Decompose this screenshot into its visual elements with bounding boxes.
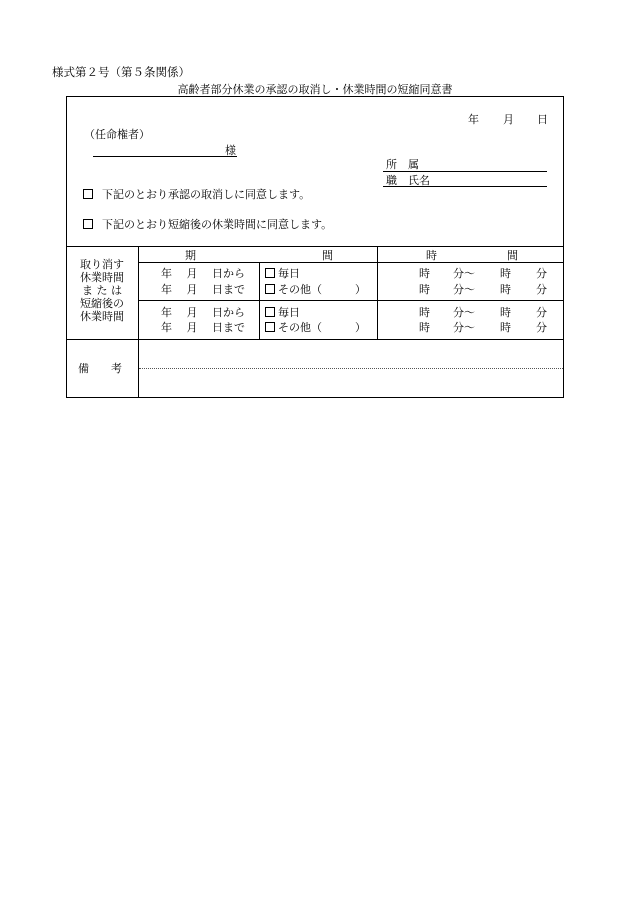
row1-time2-m2: 分 [536, 283, 547, 296]
position-name-underline [383, 186, 547, 187]
table-header-border [138, 262, 564, 263]
date-day: 日 [537, 113, 548, 126]
row2-time1-h1: 時 [419, 306, 430, 319]
checkbox-icon[interactable] [265, 268, 275, 278]
date-month: 月 [503, 113, 514, 126]
appointer-underline [93, 156, 237, 157]
consent-option-cancel[interactable] [83, 189, 310, 200]
row2-other-option[interactable] [265, 322, 366, 333]
row2-date-from: 年 月 日から [161, 306, 245, 319]
row2-time2-m1: 分～ [453, 321, 475, 334]
row2-other-label: その他（ ） [278, 321, 366, 334]
row2-time2-m2: 分 [536, 321, 547, 334]
row-label-line: 短縮後の [80, 297, 124, 310]
row1-date-from: 年 月 日から [161, 267, 245, 280]
checkbox-icon[interactable] [83, 189, 93, 199]
document-title: 高齢者部分休業の承認の取消し・休業時間の短縮同意書 [177, 83, 453, 96]
row2-time2-h2: 時 [500, 321, 511, 334]
row1-other-option[interactable] [265, 284, 366, 295]
appointer-honorific: 様 [225, 144, 236, 157]
row2-date-to: 年 月 日まで [161, 321, 245, 334]
date-year: 年 [468, 113, 479, 126]
row1-time1-m2: 分 [536, 267, 547, 280]
checkbox-icon[interactable] [265, 284, 275, 294]
row-label-line: 取り消す [80, 258, 124, 271]
table-top-border [66, 246, 564, 247]
form-code: 様式第２号（第５条関係） [52, 65, 190, 79]
row1-time2-h1: 時 [419, 283, 430, 296]
checkbox-icon[interactable] [265, 307, 275, 317]
checkbox-icon[interactable] [265, 322, 275, 332]
row1-other-label: その他（ ） [278, 283, 366, 296]
row2-time1-m1: 分～ [453, 306, 475, 319]
row1-daily-label: 毎日 [278, 267, 300, 280]
table-bottom-border [66, 339, 564, 340]
row-label-line: 休業時間 [80, 310, 124, 323]
row-label-line: 休業時間 [80, 271, 124, 284]
row-label [66, 258, 138, 323]
consent-option-shorten-label: 下記のとおり短縮後の休業時間に同意します。 [102, 218, 333, 231]
row2-daily-option[interactable] [265, 307, 300, 318]
row1-time1-h2: 時 [500, 267, 511, 280]
header-time-2: 間 [507, 249, 518, 262]
row2-time1-m2: 分 [536, 306, 547, 319]
header-time-1: 時 [426, 249, 437, 262]
appointer-label: （任命権者） [84, 128, 150, 141]
row1-time2-h2: 時 [500, 283, 511, 296]
row1-time2-m1: 分～ [453, 283, 475, 296]
position-name-label: 職 氏名 [386, 174, 430, 187]
affiliation-label: 所 属 [386, 158, 419, 171]
row1-daily-option[interactable] [265, 268, 300, 279]
table-time-column-border [377, 246, 378, 339]
remarks-field[interactable] [140, 342, 562, 396]
consent-option-shorten[interactable] [83, 219, 332, 230]
header-period-2: 間 [322, 249, 333, 262]
row1-time1-m1: 分～ [453, 267, 475, 280]
affiliation-underline [383, 171, 547, 172]
consent-option-cancel-label: 下記のとおり承認の取消しに同意します。 [102, 188, 311, 201]
row-label-line: ま た は [82, 284, 122, 297]
checkbox-icon[interactable] [83, 219, 93, 229]
row1-time1-h1: 時 [419, 267, 430, 280]
header-period-1: 期 [185, 249, 196, 262]
table-period-divider [259, 262, 260, 339]
row2-time1-h2: 時 [500, 306, 511, 319]
remarks-label: 備 考 [78, 362, 122, 375]
row1-date-to: 年 月 日まで [161, 283, 245, 296]
row2-time2-h1: 時 [419, 321, 430, 334]
row2-daily-label: 毎日 [278, 306, 300, 319]
table-label-column-border [138, 246, 139, 398]
table-row-divider [138, 300, 564, 301]
